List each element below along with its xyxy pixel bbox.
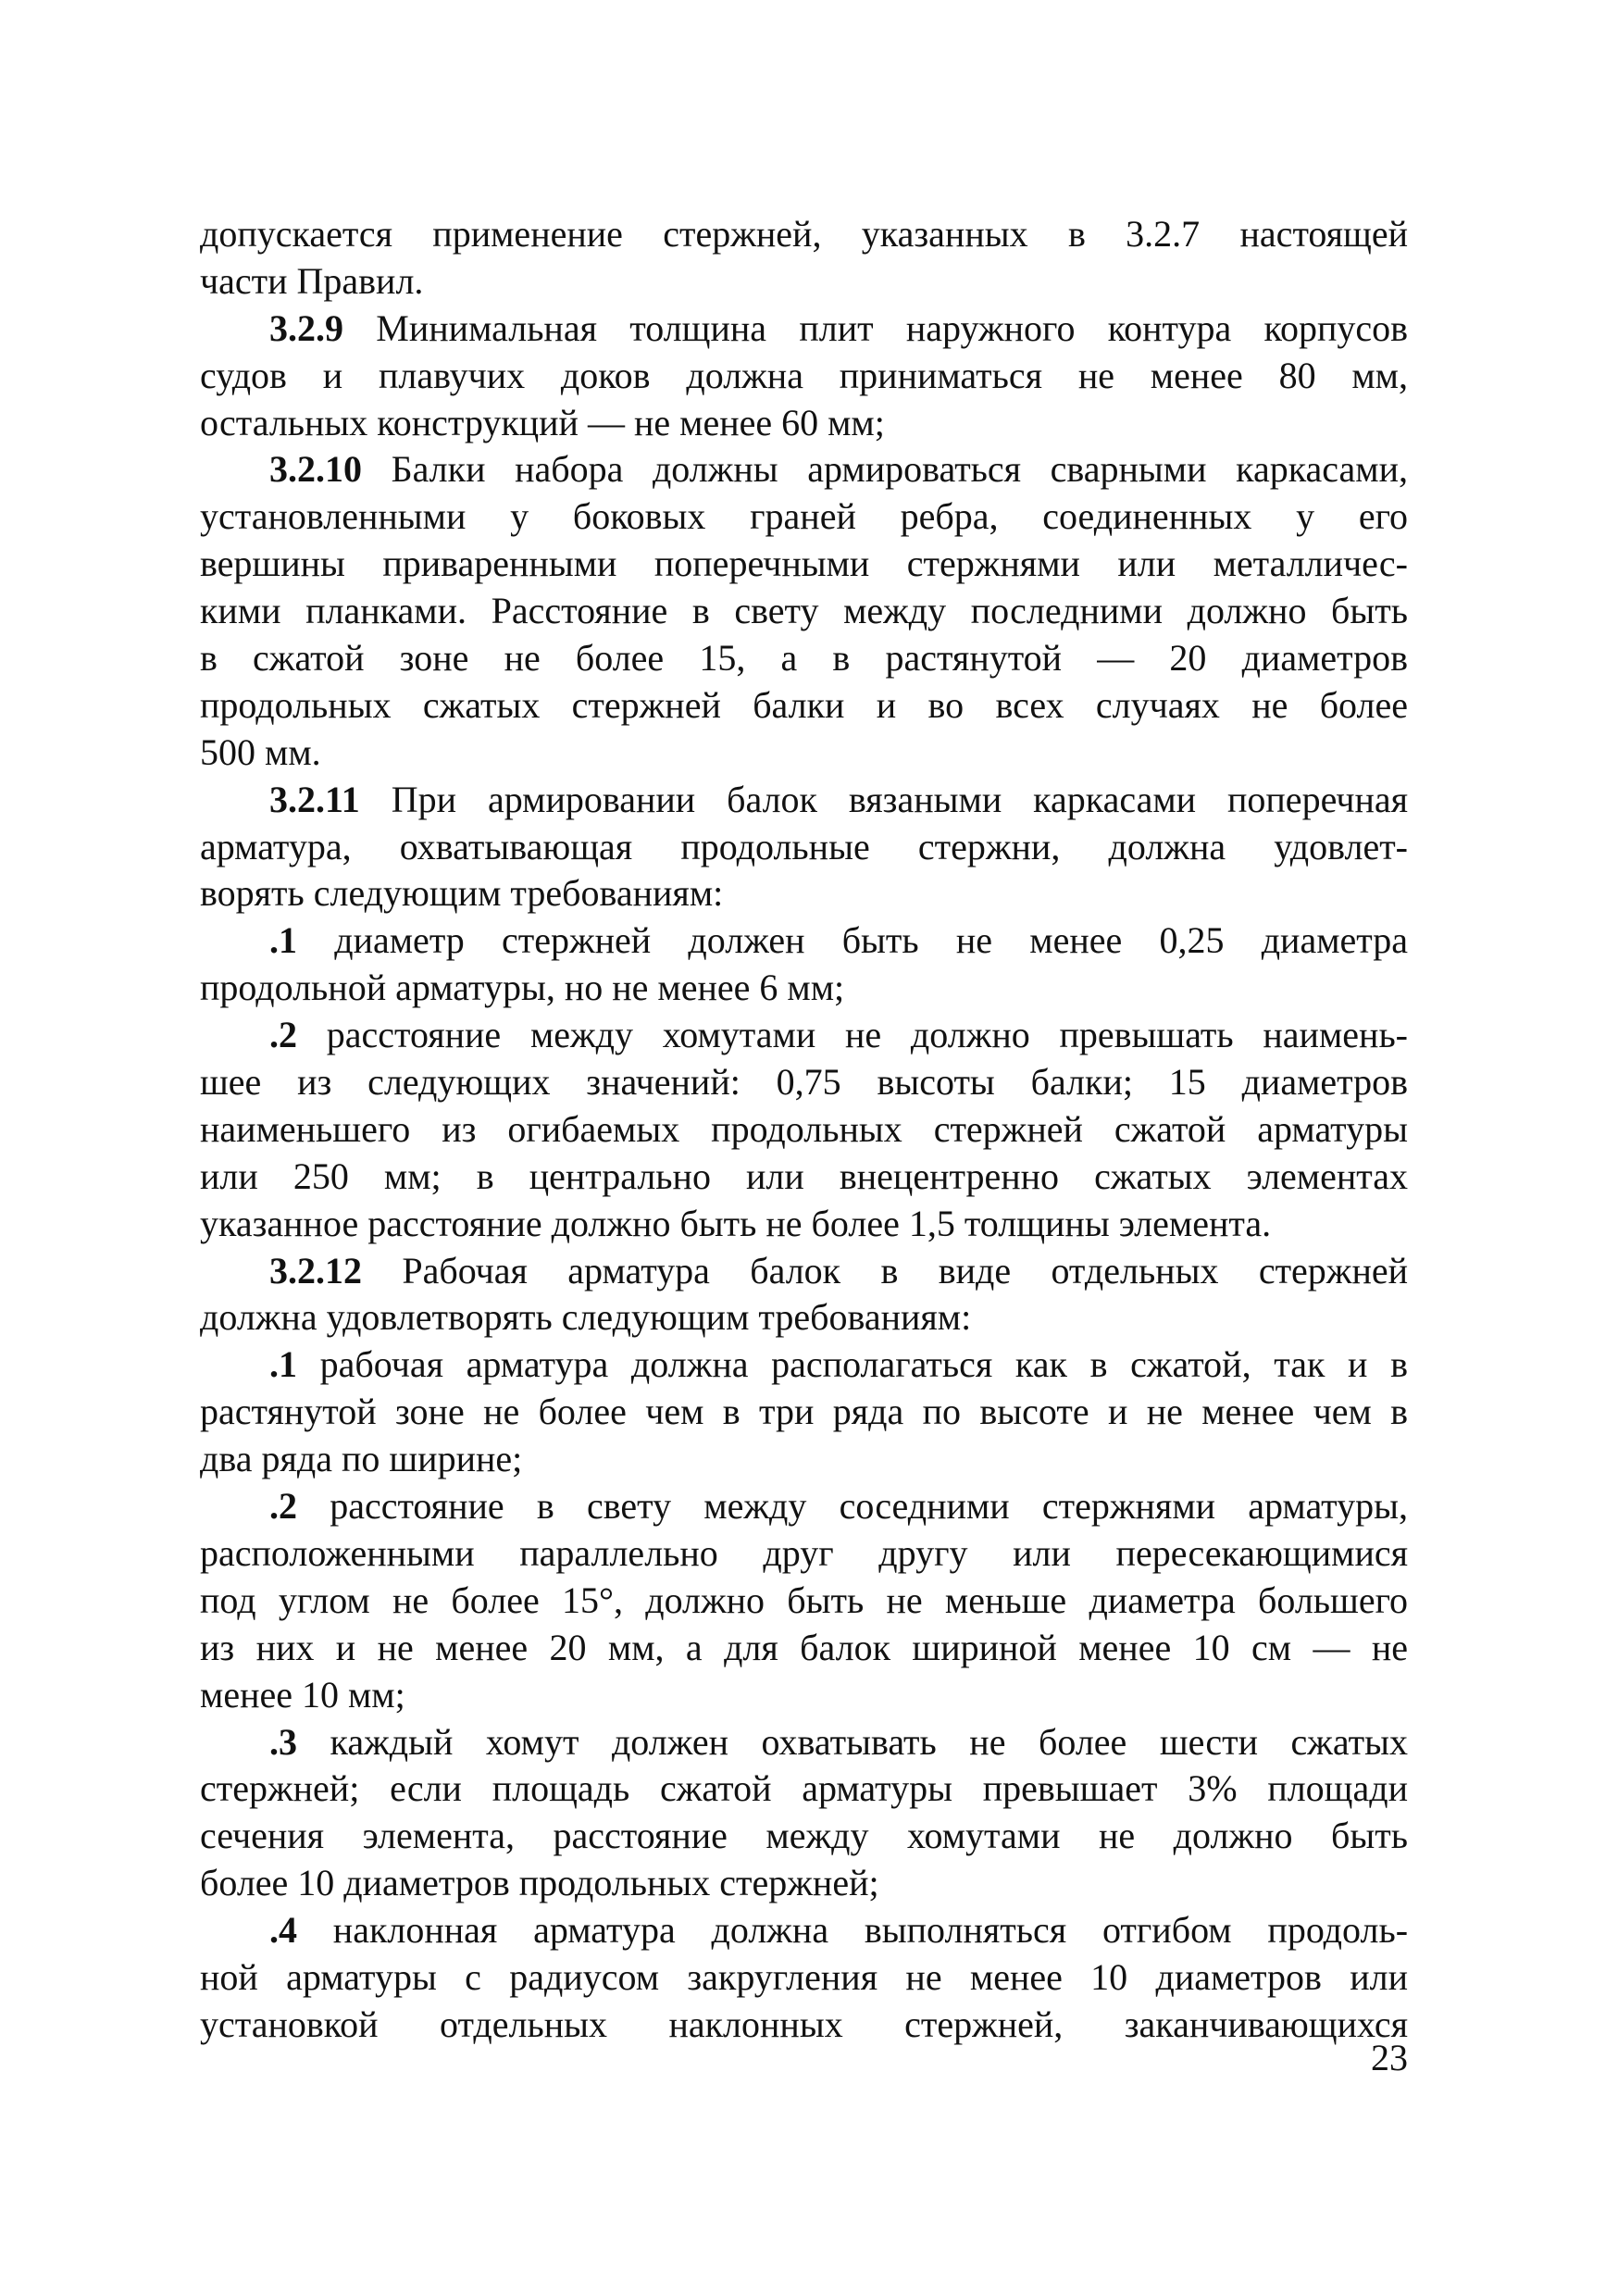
section-number: 3.2.10 <box>269 448 362 491</box>
line-text: наклонная арматура должна выполняться отгибом продоль- <box>332 1909 1409 1952</box>
line-text: указанное расстояние должно быть не более 1,5 толщины элемента. <box>200 1202 1272 1244</box>
text-line <box>200 1154 1408 1201</box>
section-number: .3 <box>269 1720 297 1763</box>
line-text: судов и плавучих доков должна приниматься не менее 80 мм, <box>200 354 1408 396</box>
text-line <box>200 1248 1408 1295</box>
text-line <box>200 1483 1408 1530</box>
line-text: диаметр стержней должен быть не менее 0,25 диаметра <box>334 919 1409 962</box>
text-line <box>200 730 1408 777</box>
line-text: сечения элемента, расстояние между хомутами не должно быть <box>200 1815 1408 1857</box>
paragraph <box>200 1907 1408 2049</box>
line-text: ворять следующим требованиям: <box>200 872 724 915</box>
text-line <box>200 446 1408 493</box>
text-line <box>200 1954 1408 2002</box>
text-line <box>200 353 1408 400</box>
text-line <box>200 635 1408 682</box>
line-text: вершины приваренными поперечными стержнями или металличес- <box>200 543 1408 585</box>
section-number: .1 <box>269 919 297 962</box>
text-line <box>200 1578 1408 1625</box>
section-number: .2 <box>269 1014 297 1056</box>
line-text: два ряда по ширине; <box>200 1438 523 1480</box>
line-text: установкой отдельных наклонных стержней, заканчивающихся <box>200 2003 1408 2045</box>
text-line <box>200 682 1408 730</box>
text-line <box>200 1059 1408 1106</box>
page-body <box>200 211 1408 2049</box>
text-line <box>200 306 1408 353</box>
text-line <box>200 824 1408 871</box>
text-line <box>200 1294 1408 1341</box>
text-line <box>200 870 1408 917</box>
line-text: допускается применение стержней, указанных в 3.2.7 настоящей <box>200 213 1408 255</box>
text-line <box>200 588 1408 635</box>
text-line <box>200 1201 1408 1248</box>
line-text: продольной арматуры, но не менее 6 мм; <box>200 967 845 1009</box>
line-text: менее 10 мм; <box>200 1673 405 1716</box>
line-text: кими планками. Расстояние в свету между последними должно быть <box>200 590 1408 632</box>
paragraph <box>200 446 1408 776</box>
line-text: в сжатой зоне не более 15, а в растянутой — 20 диаметров <box>200 637 1408 680</box>
line-text: из них и не менее 20 мм, а для балок шириной менее 10 см — не <box>200 1626 1408 1668</box>
line-text: остальных конструкций — не менее 60 мм; <box>200 401 885 443</box>
text-line <box>200 965 1408 1012</box>
line-text: Рабочая арматура балок в виде отдельных стержней <box>402 1249 1409 1292</box>
text-line <box>200 1106 1408 1154</box>
text-line <box>200 493 1408 541</box>
text-line <box>200 258 1408 306</box>
text-line <box>200 1719 1408 1766</box>
text-line <box>200 1389 1408 1436</box>
text-line <box>200 1860 1408 1907</box>
section-number: .2 <box>269 1485 297 1528</box>
line-text: под углом не более 15°, должно быть не меньше диаметра большего <box>200 1578 1408 1621</box>
paragraph <box>200 1483 1408 1718</box>
paragraph <box>200 777 1408 918</box>
line-text: шее из следующих значений: 0,75 высоты балки; 15 диаметров <box>200 1061 1408 1104</box>
paragraph <box>200 1012 1408 1247</box>
line-text: или 250 мм; в центрально или внецентренно сжатых элементах <box>200 1154 1408 1197</box>
line-text: более 10 диаметров продольных стержней; <box>200 1862 879 1904</box>
line-text: Минимальная толщина плит наружного контура корпусов <box>376 306 1408 349</box>
text-line <box>200 1766 1408 1813</box>
line-text: ной арматуры с радиусом закругления не менее 10 диаметров или <box>200 1955 1408 1998</box>
line-text: стержней; если площадь сжатой арматуры превышает 3% площади <box>200 1767 1408 1810</box>
paragraph <box>200 1341 1408 1483</box>
line-text: Балки набора должны армироваться сварными каркасами, <box>391 448 1409 491</box>
section-number: 3.2.12 <box>269 1249 362 1292</box>
line-text: рабочая арматура должна располагаться как в сжатой, так и в <box>319 1343 1408 1386</box>
text-line <box>200 777 1408 824</box>
line-text: При армировании балок вязаными каркасами поперечная <box>391 778 1408 820</box>
text-line <box>200 2002 1408 2049</box>
section-number: 3.2.11 <box>269 778 360 820</box>
text-line <box>200 1341 1408 1389</box>
line-text: 500 мм. <box>200 730 321 773</box>
paragraph <box>200 1719 1408 1908</box>
page-number: 23 <box>1371 2037 1408 2078</box>
text-line <box>200 1813 1408 1860</box>
text-line <box>200 1672 1408 1719</box>
text-line <box>200 541 1408 588</box>
line-text: расстояние в свету между соседними стержнями арматуры, <box>330 1485 1408 1528</box>
text-line <box>200 917 1408 965</box>
text-line <box>200 1436 1408 1483</box>
text-line <box>200 1625 1408 1672</box>
text-line <box>200 1907 1408 1954</box>
line-text: части Правил. <box>200 259 424 302</box>
line-text: должна удовлетворять следующим требованиям: <box>200 1296 972 1339</box>
line-text: каждый хомут должен охватывать не более шести сжатых <box>330 1720 1408 1763</box>
section-number: .4 <box>269 1909 297 1952</box>
paragraph <box>200 1248 1408 1342</box>
text-line <box>200 1012 1408 1059</box>
section-number: 3.2.9 <box>269 306 343 349</box>
paragraph <box>200 917 1408 1012</box>
text-line <box>200 211 1408 258</box>
paragraph <box>200 306 1408 447</box>
line-text: наименьшего из огибаемых продольных стержней сжатой арматуры <box>200 1107 1408 1150</box>
line-text: расстояние между хомутами не должно превышать наимень- <box>326 1014 1409 1056</box>
text-line <box>200 400 1408 447</box>
line-text: продольных сжатых стержней балки и во всех случаях не более <box>200 683 1408 726</box>
line-text: растянутой зоне не более чем в три ряда по высоте и не менее чем в <box>200 1391 1408 1433</box>
paragraph <box>200 211 1408 306</box>
text-line <box>200 1530 1408 1578</box>
line-text: установленными у боковых граней ребра, соединенных у его <box>200 495 1408 538</box>
section-number: .1 <box>269 1343 297 1386</box>
line-text: арматура, охватывающая продольные стержни, должна удовлет- <box>200 825 1408 867</box>
line-text: расположенными параллельно друг другу или пересекающимися <box>200 1531 1408 1574</box>
